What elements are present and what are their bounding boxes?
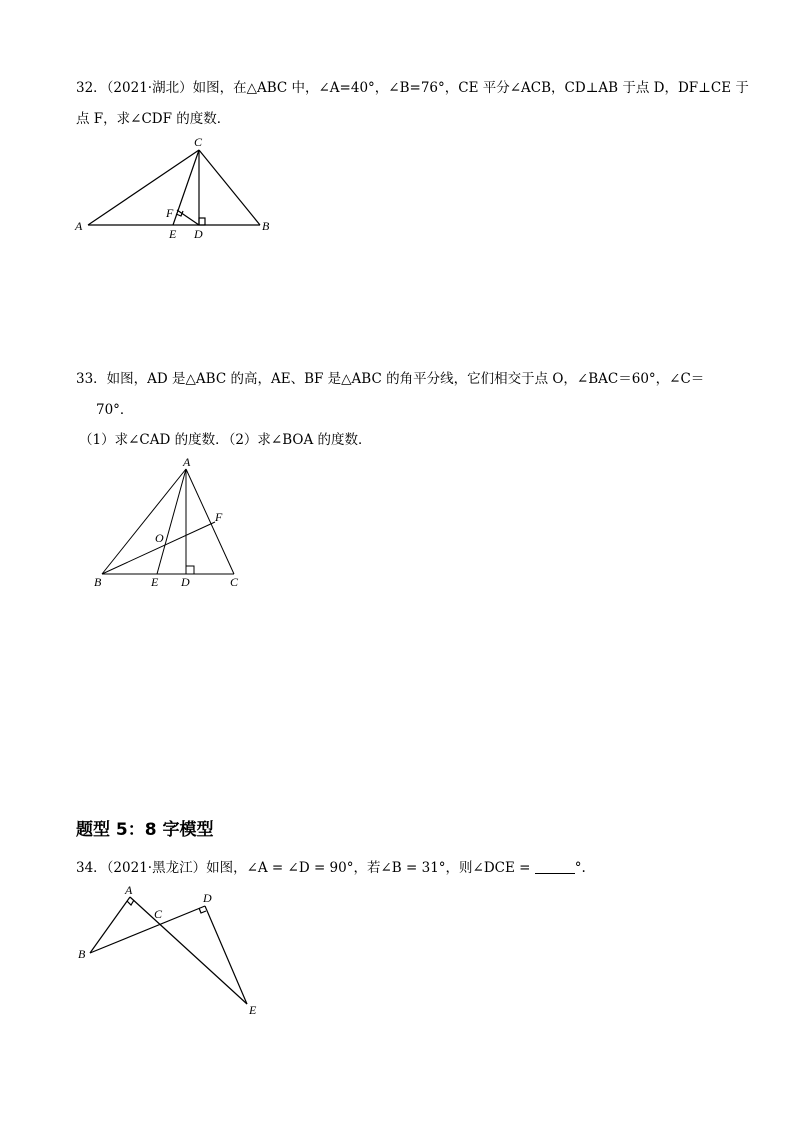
q33-text-line2: 70°．: [96, 402, 134, 418]
q33-label-d: D: [181, 575, 190, 589]
q32-label-c: C: [194, 135, 203, 149]
q33-label-f: F: [215, 510, 223, 524]
q33-label-c: C: [230, 575, 239, 589]
q34-label-e: E: [249, 1003, 257, 1017]
q33-text-line1: 33．如图，AD 是△ABC 的高，AE、BF 是△ABC 的角平分线，它们相交于点 O，∠BAC＝60°，∠C＝: [76, 371, 705, 387]
q32-label-a: A: [75, 219, 83, 233]
q32-text-line1: 32．（2021·湖北）如图，在△ABC 中，∠A=40°，∠B=76°，CE 平分∠ACB，CD⊥AB 于点 D，DF⊥CE 于: [76, 80, 749, 96]
q33-triangle-figure: [85, 455, 255, 590]
q34-eight-shape-figure: [75, 880, 275, 1020]
q32-label-f: F: [166, 206, 174, 220]
q34-answer-blank: [535, 859, 575, 874]
q33-segment-ae: [157, 469, 186, 574]
q34-text-suffix: °.: [574, 860, 586, 876]
q32-right-angle-d: [199, 218, 205, 225]
section-title: 题型 5：8 字模型: [76, 820, 214, 840]
q32-label-d: D: [194, 227, 203, 241]
q33-label-b: B: [94, 575, 102, 589]
q33-right-angle-d: [186, 566, 194, 574]
q32-label-e: E: [169, 227, 177, 241]
q32-segment-df: [177, 210, 199, 225]
q34-text: [76, 858, 586, 878]
q34-label-a: A: [125, 883, 133, 897]
q33-text-line3: （1）求∠CAD 的度数．（2）求∠BOA 的度数．: [79, 432, 372, 448]
q34-label-b: B: [78, 947, 86, 961]
q33-side-ac: [186, 469, 234, 574]
q33-label-a: A: [183, 455, 191, 469]
q34-segment-de: [205, 906, 247, 1004]
q32-text-line2: 点 F，求∠CDF 的度数．: [76, 111, 231, 127]
q32-triangle-figure: [70, 130, 290, 240]
q32-label-b: B: [262, 219, 270, 233]
q34-label-c: C: [154, 907, 163, 921]
q33-label-o: O: [155, 531, 164, 545]
q32-side-bc: [199, 150, 260, 225]
q33-segment-bf: [102, 522, 215, 574]
q34-right-angle-d: [199, 908, 206, 913]
q33-side-ab: [102, 469, 186, 574]
q33-label-e: E: [151, 575, 159, 589]
q34-label-d: D: [203, 891, 212, 905]
q34-text-prefix: 34．（2021·黑龙江）如图，∠A = ∠D = 90°，若∠B = 31°，则∠DCE =: [76, 860, 531, 876]
